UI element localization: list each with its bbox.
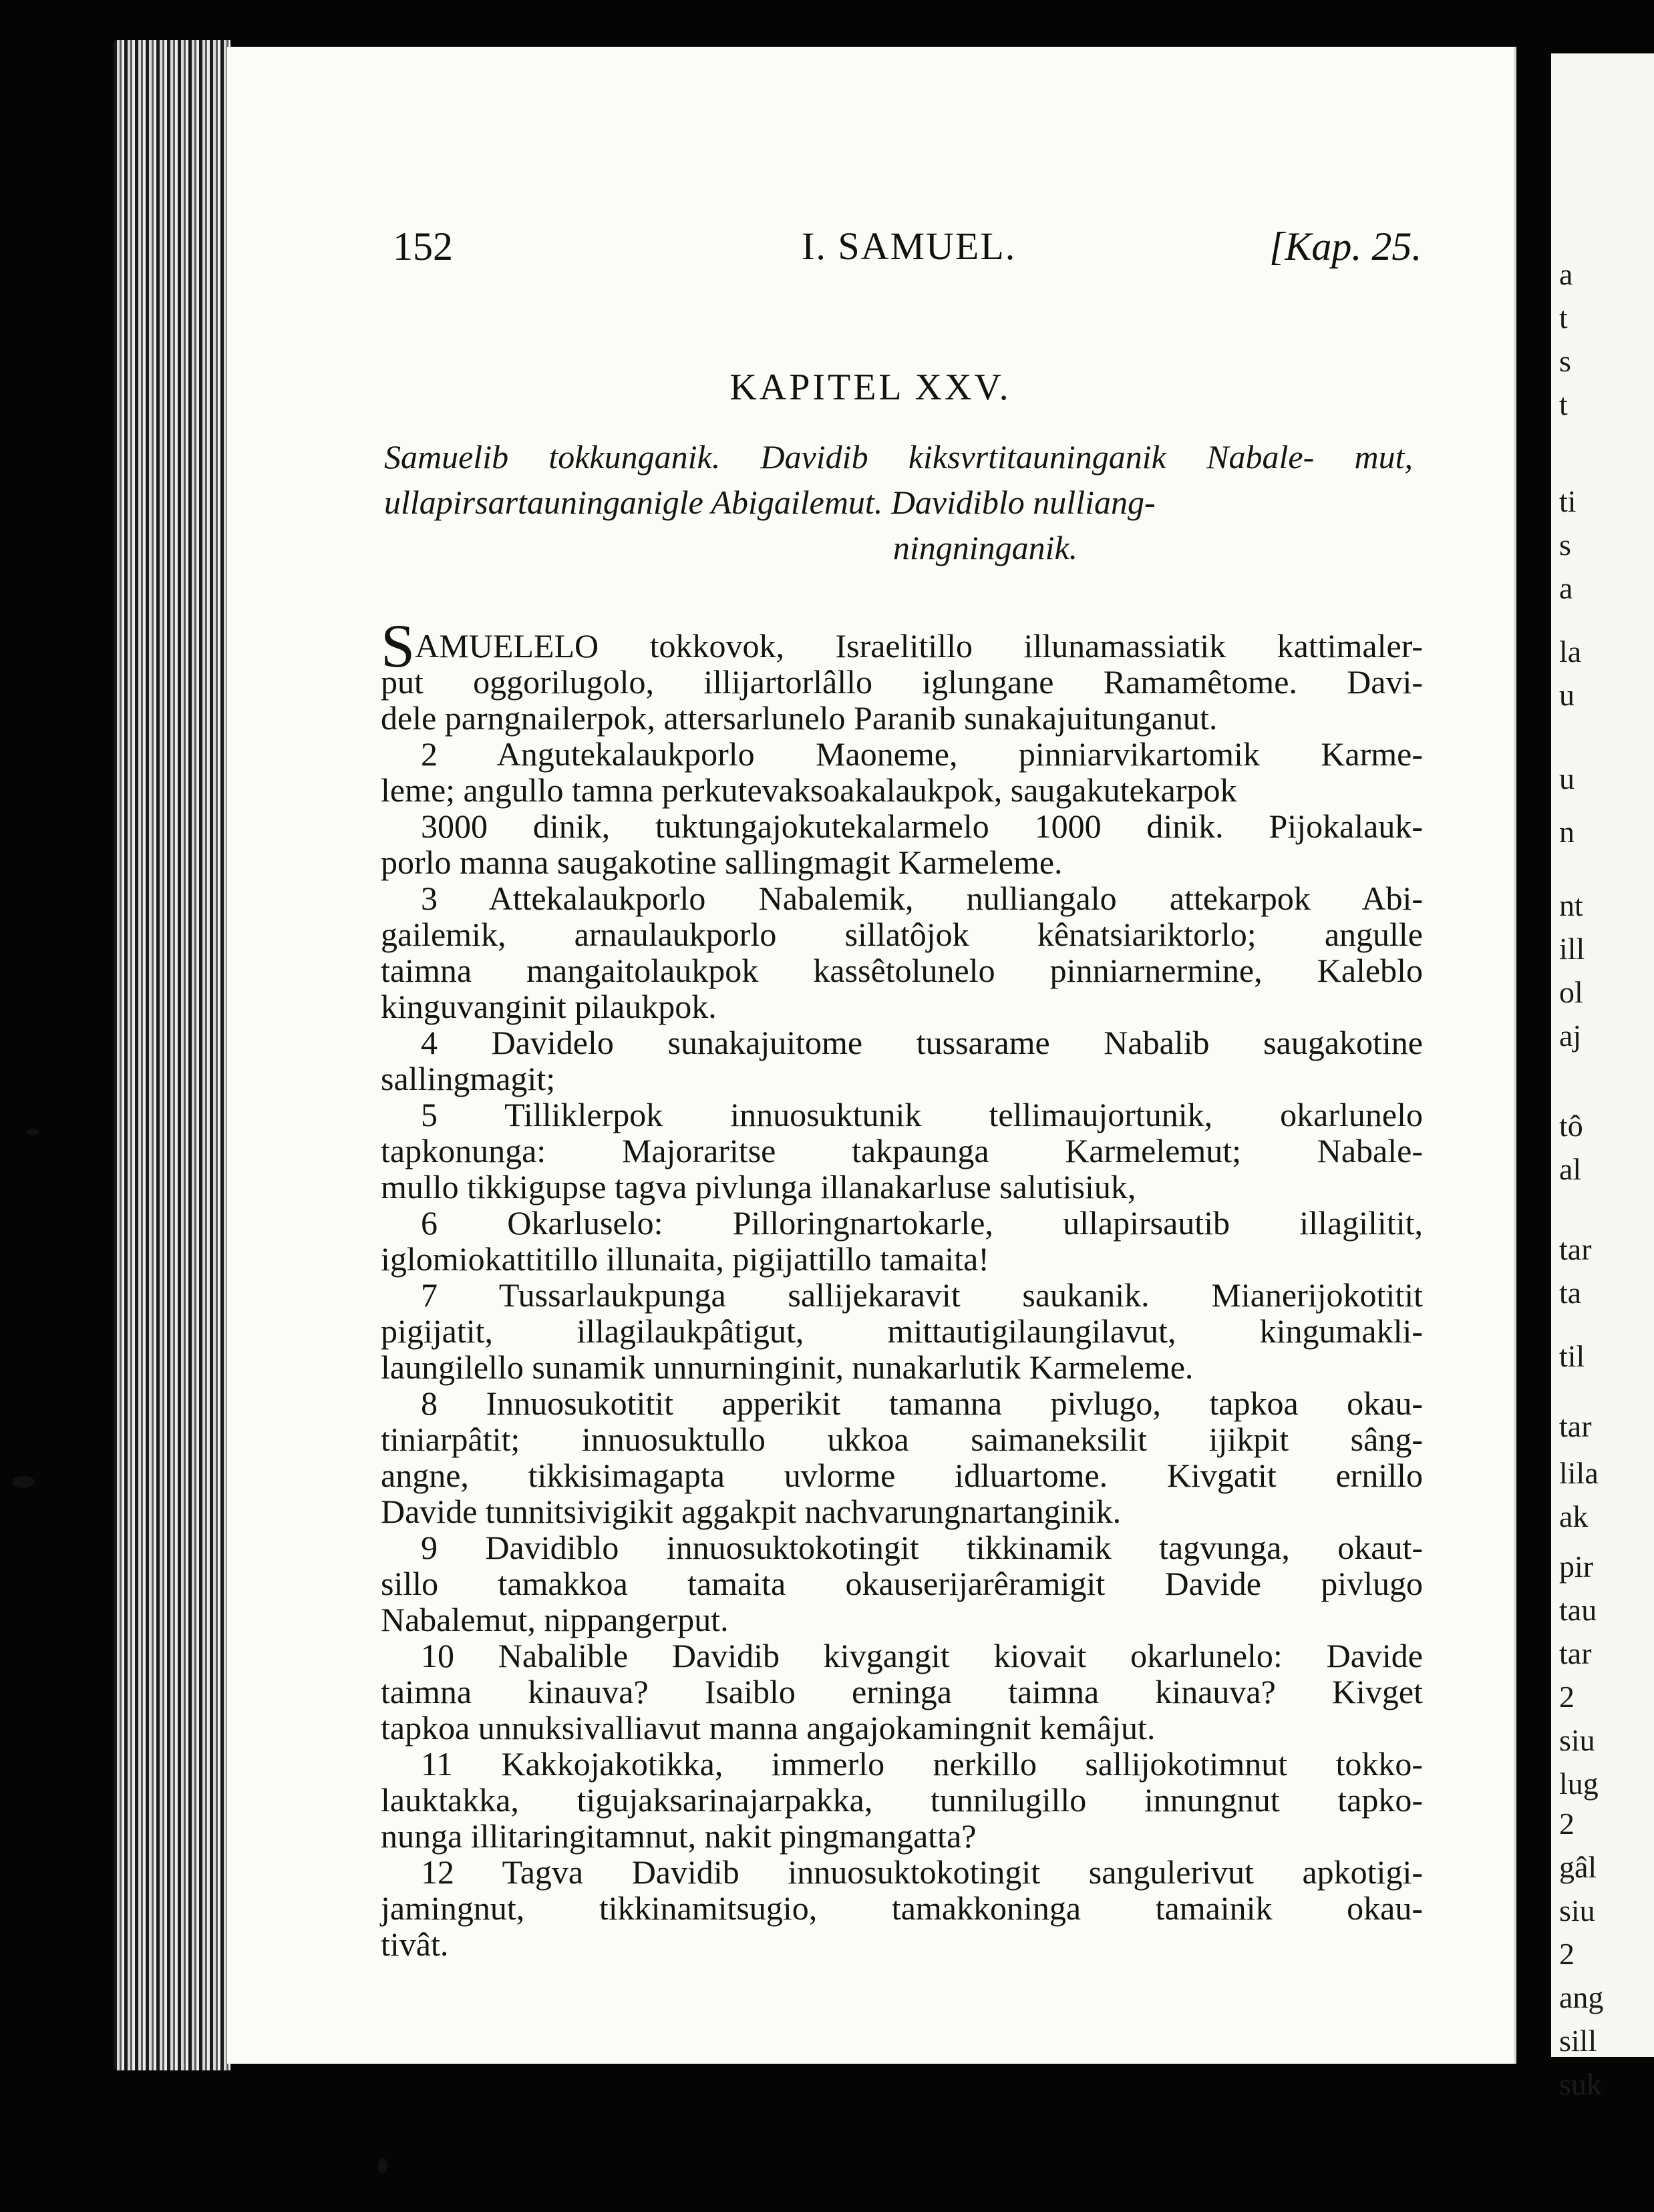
adjacent-page-fragment: ta [1559, 1276, 1582, 1310]
first-line [381, 612, 1423, 680]
chapter-body-text [381, 612, 1423, 1963]
body-line: tapkoa unnuksivalliavut manna angajokamingnit kemâjut. [381, 1709, 1156, 1746]
body-line: 12 Tagva Davidib innuosuktokotingit sangulerivut apkotigi- [421, 1853, 1423, 1891]
adjacent-page-fragment: al [1559, 1152, 1582, 1186]
adjacent-page-fragment: lila [1559, 1456, 1599, 1490]
body-line: tapkonunga: Majoraritse takpaunga Karmelemut; Nabale- [381, 1132, 1423, 1169]
body-line: leme; angullo tamna perkutevaksoakalaukpok, saugakutekarpok [381, 771, 1237, 809]
adjacent-page-fragment: siu [1559, 1723, 1595, 1757]
page-number: 152 [393, 224, 453, 268]
body-line: 9 Davidiblo innuosuktokotingit tikkinamik tagvunga, okaut- [421, 1529, 1423, 1566]
adjacent-page-fragment: suk [1559, 2067, 1602, 2101]
body-line: lauktakka, tigujaksarinajarpakka, tunnilugillo innungnut tapko- [381, 1781, 1423, 1819]
adjacent-page-fragment: ill [1559, 932, 1585, 966]
adjacent-page-fragment: sill [1559, 2024, 1597, 2058]
adjacent-page-fragment: 2 [1559, 1807, 1575, 1841]
adjacent-page-fragment: lug [1559, 1767, 1599, 1801]
chapter-title: KAPITEL XXV. [729, 367, 1011, 408]
summary-line: mut, ullapirsartauninganigle Abigailemut. Davidiblo nulliang- [384, 438, 1414, 521]
ink-smudge [12, 1476, 35, 1488]
chapter-summary [384, 434, 1413, 570]
body-line: 2 Angutekalaukporlo Maoneme, pinniarvikartomik Karme- [421, 735, 1423, 773]
adjacent-page-fragment: 2 [1559, 1680, 1575, 1714]
summary-line: ningninganik. [892, 529, 1078, 566]
adjacent-page-fragment: t [1559, 301, 1568, 335]
body-line: pigijatit, illagilaukpâtigut, mittautigilaungilavut, kingumakli- [381, 1312, 1423, 1350]
body-line: jamingnut, tikkinamitsugio, tamakkoninga tamainik okau- [381, 1889, 1423, 1927]
book-spine-edge [114, 40, 230, 2070]
adjacent-page-fragment: ak [1559, 1499, 1589, 1533]
body-line: sillo tamakkoa tamaita okauserijarêramigit Davide pivlugo [381, 1565, 1423, 1602]
adjacent-page-fragment: ol [1559, 975, 1583, 1009]
body-line: 8 Innuosukotitit apperikit tamanna pivlugo, tapkoa okau- [421, 1385, 1423, 1422]
adjacent-page-fragment: ti [1559, 484, 1577, 518]
body-line: sallingmagit; [381, 1060, 556, 1097]
adjacent-page-fragment: siu [1559, 1893, 1595, 1927]
body-line: taimna kinauva? Isaiblo erninga taimna kinauva? Kivget [381, 1673, 1423, 1710]
book-page [227, 47, 1516, 2064]
body-line: Nabalemut, nippangerput. [381, 1601, 729, 1638]
adjacent-page-fragment: s [1559, 344, 1571, 378]
adjacent-page-fragment: gâl [1559, 1850, 1597, 1884]
body-line: Davide tunnitsivigikit aggakpit nachvarungnartanginik. [381, 1493, 1122, 1530]
body-line: dele parngnailerpok, attersarlunelo Paranib sunakajuitunganut. [381, 699, 1218, 737]
body-line: kinguvanginit pilaukpok. [381, 988, 717, 1025]
body-line: angne, tikkisimagapta uvlorme idluartome. Kivgatit ernillo [381, 1457, 1423, 1494]
body-line: 10 Nabalible Davidib kivgangit kiovait okarlunelo: Davide [421, 1637, 1423, 1674]
adjacent-page-fragment: tô [1559, 1109, 1583, 1143]
body-line: 6 Okarluselo: Pilloringnartokarle, ullapirsautib illagilitit, [421, 1204, 1423, 1242]
body-line: put oggorilugolo, illijartorlâllo iglungane Ramamêtome. Davi- [381, 663, 1423, 701]
adjacent-page-fragment: n [1559, 815, 1575, 849]
body-line: nunga illitaringitamnut, nakit pingmangatta? [381, 1817, 977, 1855]
body-line: laungilello sunamik unnurninginit, nunakarlutik Karmeleme. [381, 1348, 1194, 1386]
summary-line: Samuelib tokkunganik. Davidib kiksvrtitauninganik Nabale- [384, 438, 1315, 476]
body-line: taimna mangaitolaukpok kassêtolunelo pinniarnermine, Kaleblo [381, 952, 1423, 989]
body-line: 7 Tussarlaukpunga sallijekaravit saukanik. Mianerijokotitit [421, 1276, 1423, 1314]
adjacent-page-edge [1551, 53, 1654, 2101]
adjacent-page-fragment: a [1559, 257, 1573, 291]
body-line: tivât. [381, 1925, 449, 1963]
chapter-reference: [Kap. 25. [1269, 224, 1422, 268]
adjacent-page-fragment: tar [1559, 1232, 1592, 1266]
body-line: 5 Tilliklerpok innuosuktunik tellimaujortunik, okarlunelo [421, 1096, 1423, 1133]
adjacent-page-fragment: a [1559, 571, 1573, 605]
body-line: porlo manna saugakotine sallingmagit Karmeleme. [381, 844, 1063, 881]
adjacent-page-fragment: tar [1559, 1409, 1592, 1443]
adjacent-page-fragment: u [1559, 678, 1575, 712]
running-header [227, 224, 1514, 270]
adjacent-page-fragment: aj [1559, 1019, 1582, 1053]
adjacent-page-fragment: t [1559, 387, 1568, 421]
first-line-text: AMUELELO tokkovok, Israelitillo illunamassiatik kattimaler- [415, 627, 1423, 665]
running-title: I. SAMUEL. [802, 224, 1017, 268]
adjacent-page-fragment: u [1559, 761, 1575, 795]
body-line: tiniarpâtit; innuosuktullo ukkoa saimaneksilit ijikpit sâng- [381, 1421, 1423, 1458]
body-line: 11 Kakkojakotikka, immerlo nerkillo sallijokotimnut tokko- [421, 1745, 1423, 1783]
body-line: iglomiokattitillo illunaita, pigijattillo tamaita! [381, 1240, 989, 1278]
adjacent-page-fragment: s [1559, 528, 1571, 562]
drop-cap: S [381, 612, 416, 680]
body-line: 3000 dinik, tuktungajokutekalarmelo 1000 dinik. Pijokalauk- [421, 807, 1423, 845]
adjacent-page-fragment: tar [1559, 1636, 1592, 1670]
adjacent-page-fragment: la [1559, 634, 1582, 669]
body-line: gailemik, arnaulaukporlo sillatôjok kênatsiariktorlo; angulle [381, 916, 1423, 953]
adjacent-page-fragment: ang [1559, 1980, 1604, 2014]
body-line: mullo tikkigupse tagva pivlunga illanakarluse salutisiuk, [381, 1168, 1136, 1206]
adjacent-page-fragment: til [1559, 1339, 1585, 1373]
ink-smudge [27, 1129, 39, 1135]
body-line: 4 Davidelo sunakajuitome tussarame Nabalib saugakotine [421, 1024, 1423, 1061]
adjacent-page-fragment: 2 [1559, 1937, 1575, 1971]
adjacent-page-fragment: tau [1559, 1593, 1597, 1627]
body-line: 3 Attekalaukporlo Nabalemik, nulliangalo attekarpok Abi- [421, 880, 1423, 917]
ink-smudge [378, 2159, 387, 2173]
adjacent-page-fragment: pir [1559, 1549, 1594, 1584]
adjacent-page-fragment: nt [1559, 888, 1583, 922]
